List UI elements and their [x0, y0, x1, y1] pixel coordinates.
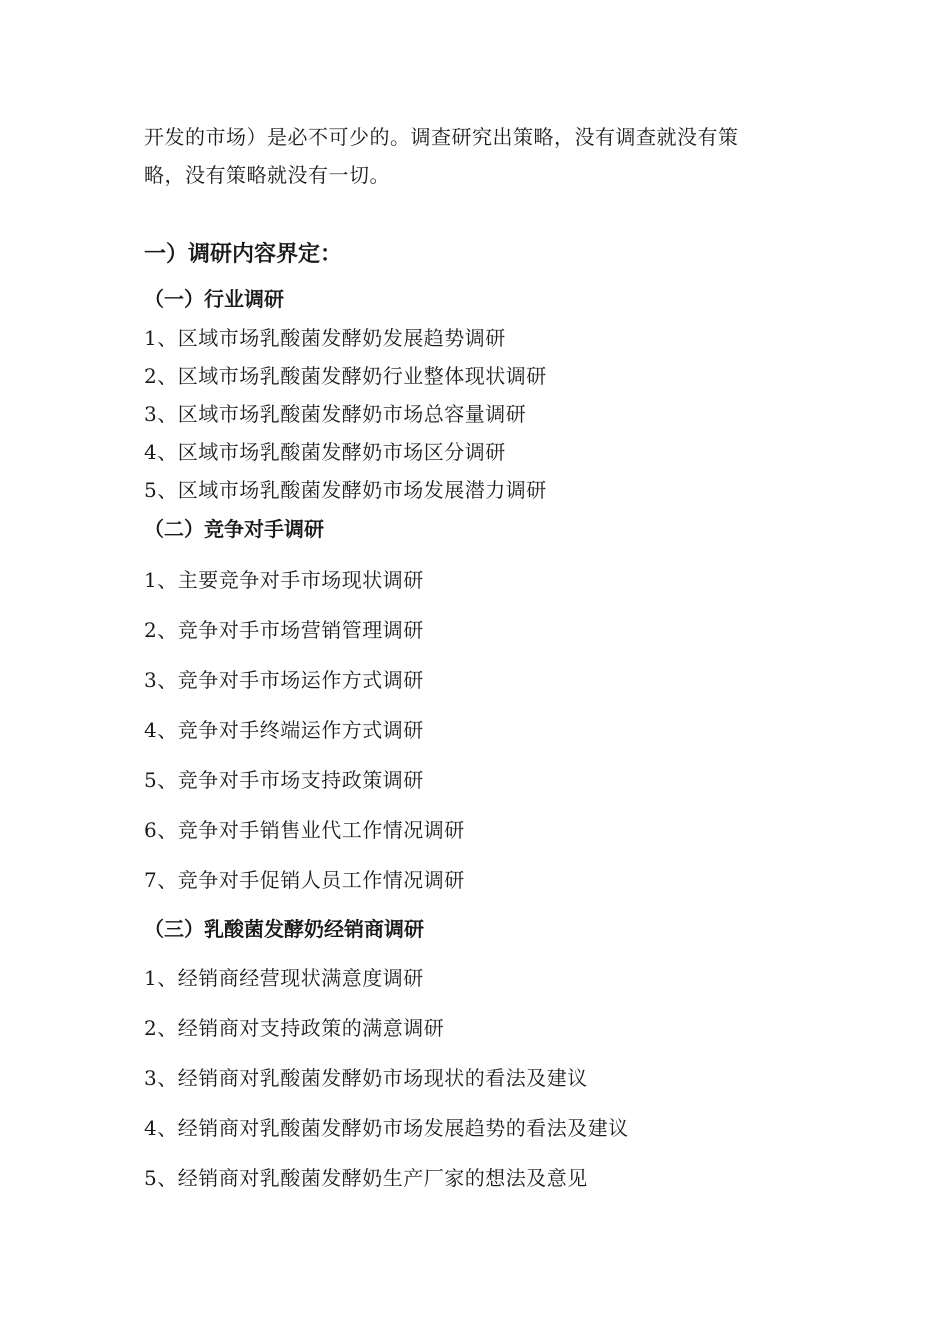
list-item: 2、经销商对支持政策的满意调研 — [144, 1016, 445, 1040]
list-item: 4、经销商对乳酸菌发酵奶市场发展趋势的看法及建议 — [144, 1116, 629, 1140]
list-item: 6、竞争对手销售业代工作情况调研 — [144, 818, 465, 842]
list-item: 5、竞争对手市场支持政策调研 — [144, 768, 424, 792]
list-item: 2、竞争对手市场营销管理调研 — [144, 618, 424, 642]
list-item: 5、经销商对乳酸菌发酵奶生产厂家的想法及意见 — [144, 1166, 588, 1190]
intro-paragraph — [144, 118, 804, 194]
list-item: 1、经销商经营现状满意度调研 — [144, 966, 424, 990]
subsection-title-industry: （一）行业调研 — [144, 287, 284, 311]
list-item: 5、区域市场乳酸菌发酵奶市场发展潜力调研 — [144, 478, 547, 502]
section-title: 一）调研内容界定： — [144, 242, 343, 267]
list-item: 4、区域市场乳酸菌发酵奶市场区分调研 — [144, 440, 506, 464]
intro-line-2: 略，没有策略就没有一切。 — [144, 163, 390, 187]
list-item: 1、区域市场乳酸菌发酵奶发展趋势调研 — [144, 326, 506, 350]
list-item: 1、主要竞争对手市场现状调研 — [144, 568, 424, 592]
intro-line-1: 开发的市场）是必不可少的。调查研究出策略，没有调查就没有策 — [144, 125, 739, 149]
list-item: 3、竞争对手市场运作方式调研 — [144, 668, 424, 692]
subsection-title-dealer: （三）乳酸菌发酵奶经销商调研 — [144, 917, 424, 941]
list-item: 3、区域市场乳酸菌发酵奶市场总容量调研 — [144, 402, 527, 426]
list-item: 3、经销商对乳酸菌发酵奶市场现状的看法及建议 — [144, 1066, 588, 1090]
list-item: 4、竞争对手终端运作方式调研 — [144, 718, 424, 742]
list-item: 7、竞争对手促销人员工作情况调研 — [144, 868, 465, 892]
list-item: 2、区域市场乳酸菌发酵奶行业整体现状调研 — [144, 364, 547, 388]
subsection-title-competitor: （二）竞争对手调研 — [144, 517, 324, 541]
